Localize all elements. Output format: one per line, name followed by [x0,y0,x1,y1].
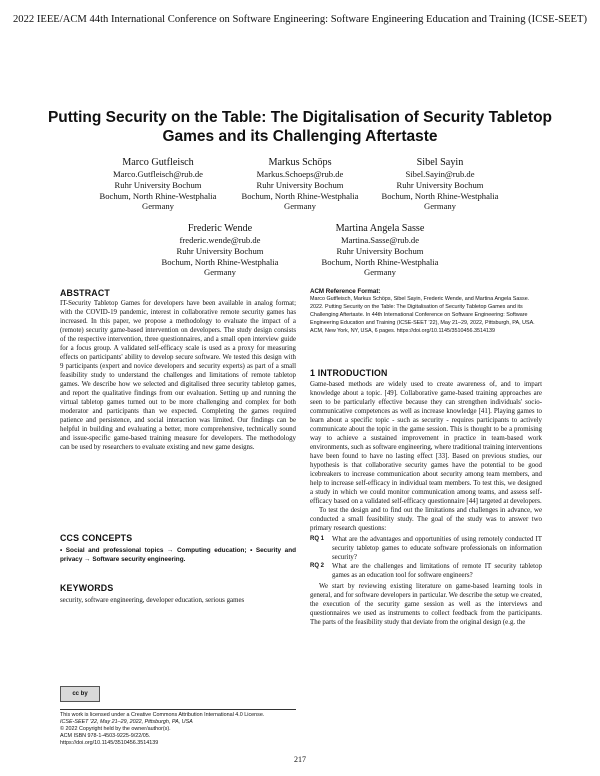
research-question-1 [310,535,542,562]
author-location: Bochum, North Rhine-Westphalia [99,190,217,201]
acm-ref-text: Marco Gutfleisch, Markus Schöps, Sibel Sayin, Frederic Wende, and Martina Angela Sasse. 2022. Putting Security on the Table: The Digitalisation of Security Tabletop Games and its Challenging Aftertaste. In 44th International Conference on Software Engineering: Software Engineering Education and Training (ICSE-SEET '22), May 21–29, 2022, Pittsburgh, PA, USA. ACM, New York, NY, USA, 6 pages. https://doi.org/10.1145/3510456.3514139 [310,296,535,334]
ccs-text: • Social and professional topics → Computing education; • Security and privacy → Software security engineering. [60,547,296,563]
author-affiliation: Ruhr University Bochum [336,245,424,256]
author-location: Bochum, North Rhine-Westphalia [321,256,439,267]
author-email: frederic.wende@rub.de [179,235,261,245]
author-affiliation: Ruhr University Bochum [256,179,344,190]
author-affiliation: Ruhr University Bochum [396,179,484,190]
copyright-line: © 2022 Copyright held by the owner/author(s). [60,726,171,733]
author-email: Sibel.Sayin@rub.de [405,169,475,179]
ccs-heading: CCS CONCEPTS [60,533,133,543]
author-name: Sibel Sayin [416,157,464,168]
rq-label: RQ 1 [310,536,325,542]
page-number: 217 [294,755,306,764]
author-country: Germany [284,201,316,212]
author-name: Marco Gutfleisch [122,157,194,168]
author-affiliation: Ruhr University Bochum [114,179,202,190]
author-name: Frederic Wende [187,223,253,234]
doi-link[interactable]: https://doi.org/10.1145/3510456.3514139 [60,740,159,747]
rq-text: What are the advantages and opportunities of using remotely conducted IT security tabletop games to educate software professionals on information security? [332,536,542,561]
introduction-heading: 1 INTRODUCTION [310,368,388,378]
intro-paragraph-1: Game-based methods are widely used to create awareness of, and to impart knowledge about a topic. [49]. Collaborative game-based training approaches are seen to be particularly effective because they can strengthen individuals' socio-communicative competences as well as increase knowledge [41]. Playing games to learn about a specific topic - such as security - requires participants to actively communicate about the topic in the game session. This is thought to be a promising way to achieve a sustained improvement in practice in team-based work environments, such as software engineering, where traditional training interventions have been found to have no lasting effect [33]. Based on previous studies, our hypothesis is that collaborative security games have the potential to be good icebreakers to increase communication about security among team members, and help to increase self-efficacy in individual team members. To test this, we designed a study in which we could monitor communication among teams, and assess self-efficacy based on a validated self-efficacy questionnaire [44] targeted at developers. [310,381,542,505]
rq-label: RQ 2 [310,563,325,569]
keywords-heading: KEYWORDS [60,583,114,593]
acm-ref-heading: ACM Reference Format: [310,288,381,295]
author-email: Martina.Sasse@rub.de [340,235,420,245]
isbn-line: ACM ISBN 978-1-4503-9225-9/22/05. [60,733,151,740]
intro-paragraph-3: We start by reviewing existing literature on game-based learning tools in general, and for software developers in particular. We describe the setup we created, the execution of the security game session as well as the interviews and questionnaires we used as instruments to collect feedback from the participants. The parts of the feasibility study that deviate from the original design (e.g. the [310,583,542,626]
author-email: Markus.Schoeps@rub.de [256,169,344,179]
intro-paragraph-2: To test the design and to find out the limitations and challenges in advance, we conducted a small feasibility study. The goal of the study was to answer two primary research questions: [310,507,542,532]
author-country: Germany [142,201,174,212]
author-location: Bochum, North Rhine-Westphalia [381,190,499,201]
venue-header: 2022 IEEE/ACM 44th International Conference on Software Engineering: Software Engineering Education and Training (ICSE-SEET) [13,14,587,25]
author-location: Bochum, North Rhine-Westphalia [241,190,359,201]
author-email: Marco.Gutfleisch@rub.de [112,169,203,179]
license-block [60,712,296,747]
author-affiliation: Ruhr University Bochum [176,245,264,256]
author-country: Germany [204,267,236,278]
license-line: This work is licensed under a Creative Commons Attribution International 4.0 License. [60,712,265,718]
abstract-heading: ABSTRACT [60,288,110,298]
conference-line: ICSE-SEET '22, May 21–29, 2022, Pittsburgh, PA, USA [60,719,193,726]
author-name: Martina Angela Sasse [335,223,425,234]
author-country: Germany [364,267,396,278]
abstract-text: IT-Security Tabletop Games for developers have been available in analog format; with the COVID-19 pandemic, interest in collaborative remote security games has increased. In this paper, we propose a methodology to evaluate the impact of a (remote) security game-based intervention on developers. The study design consists of the respective intervention, three questionnaires, and a small open interview guide for a focus group. A validated self-efficacy scale is used as a proxy for measuring effects on participants' ability to develop secure software. We tested this design with 9 participants (expert and novice developers and security experts) as part of a small feasibility study to understand the challenges and limitations of remote tabletop games. We describe how we selected and digitalised three security tabletop games, and report the qualitative findings from our evaluation. Setting up and running the virtual tabletop games turned out to be more challenging and complex for both moderator and participants than we expected. Completing the games required patience and persistence, and social interaction was limited. Our findings can be helpful in building and evaluating a better, more comprehensive, technically sound and issue-specific game-based training measure for developers. The methodology can be used by researchers to evaluate existing and new game designs. [60,300,296,451]
keywords-text: security, software engineering, developer education, serious games [60,597,245,604]
author-country: Germany [424,201,456,212]
paper-title: Putting Security on the Table: The Digitalisation of Security Tabletop Games and its Challenging Aftertaste [47,109,553,145]
rq-text: What are the challenges and limitations of remote IT security tabletop games as an education tool for software engineers? [332,563,542,579]
cc-by-license-icon: cc by [60,686,100,702]
author-block-5 [300,222,460,278]
author-name: Markus Schöps [268,157,332,168]
author-block-2 [220,156,380,212]
introduction-body [310,380,542,627]
author-location: Bochum, North Rhine-Westphalia [161,256,279,267]
divider [60,709,296,710]
author-block-4 [140,222,300,278]
author-block-1 [78,156,238,212]
author-block-3 [360,156,520,212]
research-question-2 [310,562,542,580]
